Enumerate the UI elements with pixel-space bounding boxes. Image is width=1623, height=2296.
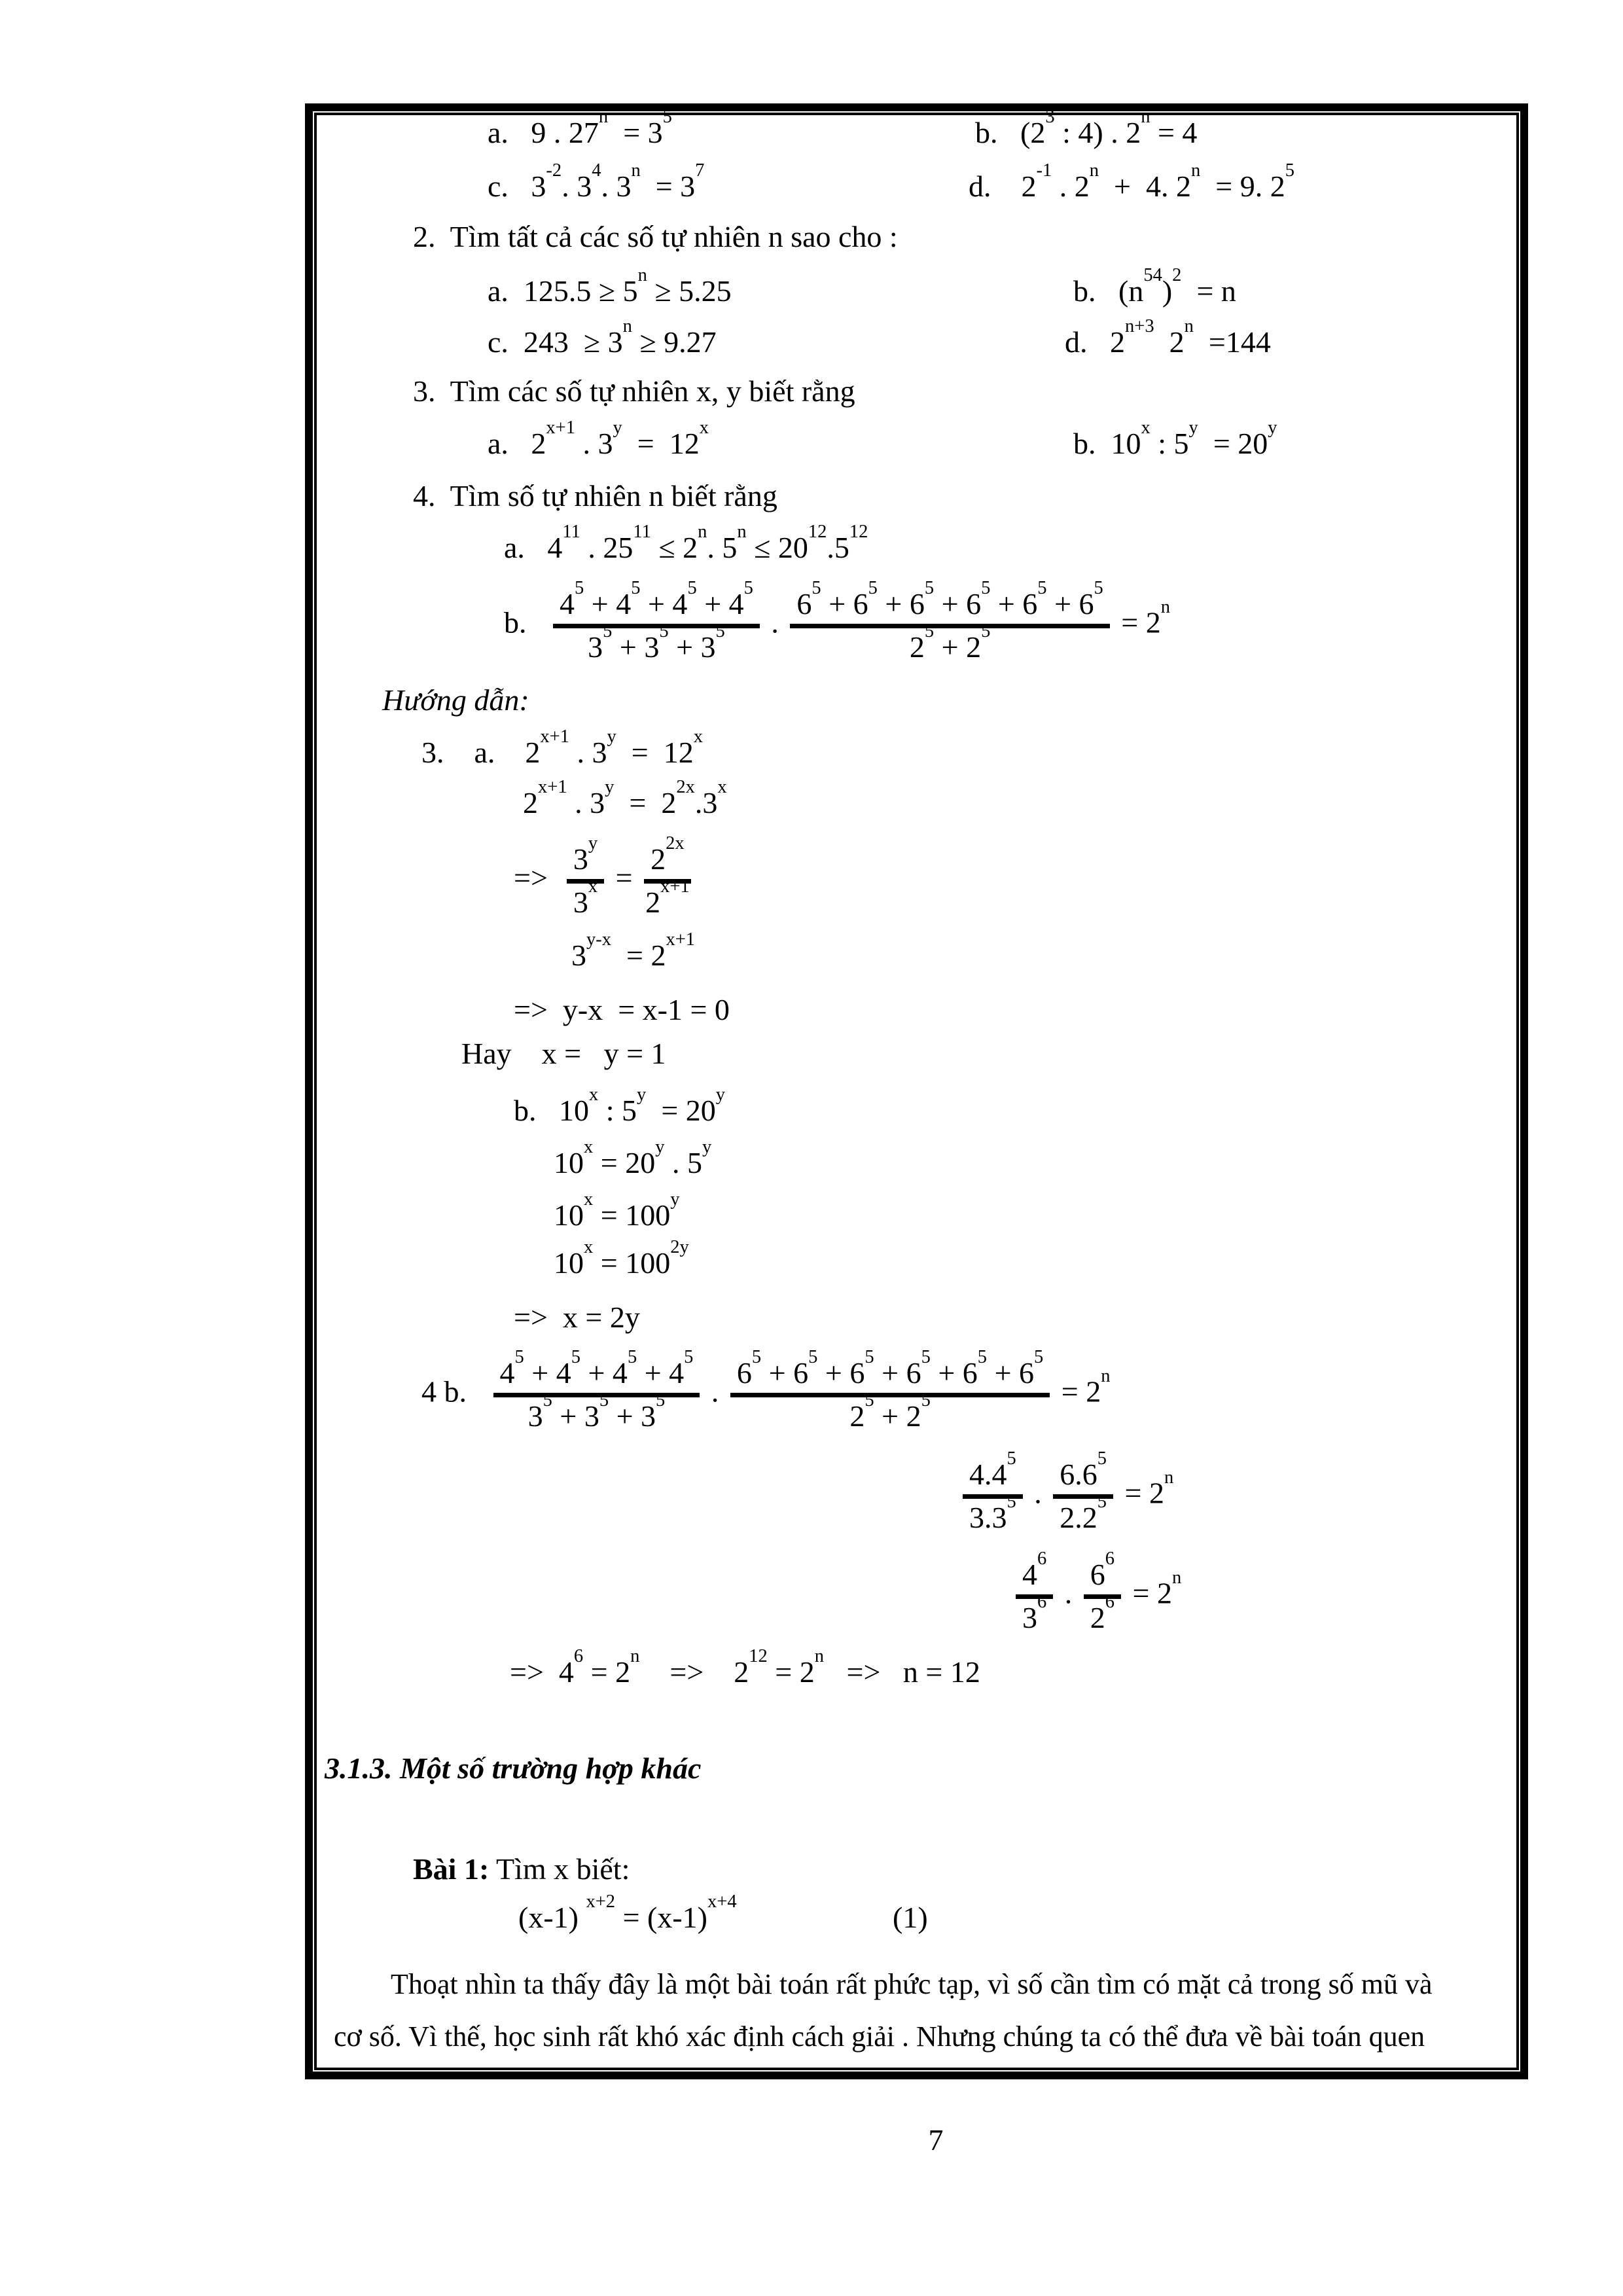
equation-body: (x-1) $^{x+2} = (x-1)^{x+4}$: [518, 1892, 737, 1934]
page-number: 7: [928, 2123, 944, 2157]
problem-3-item-b: b. 10$^x$ : $5^y = 20^y$: [1073, 418, 1277, 460]
exercise-1-equation: [518, 1892, 928, 1937]
solution-3b-conclusion: => x = 2y: [514, 1300, 640, 1334]
problem-1-item-a: a. 9 . $27^n = 3^5$: [488, 107, 672, 149]
solution-3a-step-5: => y-x = x-1 = 0: [514, 993, 730, 1026]
solution-3b-step-4: $10^x = 100^{2y}$: [554, 1237, 689, 1280]
problem-3-title: 3. Tìm các số tự nhiên x, y biết rằng: [413, 374, 855, 408]
section-heading: 3.1.3. Một số trường hợp khác: [325, 1751, 702, 1785]
solution-heading: Hướng dẫn:: [382, 683, 529, 717]
problem-4-title: 4. Tìm số tự nhiên n biết rằng: [413, 479, 777, 512]
exercise-1-title: [413, 1850, 630, 1889]
solution-3b-step-1: b. 10$^x$ : $5^y = 20^y$: [514, 1085, 726, 1127]
exercise-1-title-text: Tìm x biết:: [489, 1852, 630, 1886]
equation-number-tag: (1): [893, 1901, 928, 1934]
solution-4b-conclusion: => $4^6 = 2^n$ => $2^{12} = 2^n => n = 12$: [510, 1646, 980, 1689]
paragraph-line-1: Thoạt nhìn ta thấy đây là một bài toán rất phức tạp, vì số cần tìm có mặt cả trong số mũ và: [391, 1968, 1433, 2000]
problem-2-title: 2. Tìm tất cả các số tự nhiên n sao cho :: [413, 220, 898, 253]
solution-3a-step-1: 3. a. $2^{x+1}$ . 3$^y$ = 12$^x$: [421, 726, 704, 769]
solution-3a-step-3: => $\frac{3^y}{3^x}$ = $\frac{2^{2x}}{2^{x+1}}$: [514, 833, 690, 919]
solution-3b-step-2: $10^x = 20^y$ . 5$^y$: [554, 1137, 712, 1179]
exercise-1-label: Bài 1:: [413, 1852, 490, 1886]
problem-2-item-d: d. $2^{n+3}$ 2$^n$ =144: [1065, 316, 1271, 359]
problem-1-item-d: d. $2^{-1}$ . 2$^n$ + 4. 2$^n$ = 9. $2^5$: [969, 160, 1294, 203]
problem-1-item-b: b. ($2^3$ : 4) . $2^n = 4$: [975, 107, 1198, 149]
solution-4b-step-3: $\frac{4^6}{3^6}$ . $\frac{6^6}{2^6}$ = $2^n$: [1012, 1558, 1181, 1634]
solution-3a-step-2: $2^{x+1}$ . $3^y = 2^{2x}.3^x$: [523, 777, 727, 819]
paragraph-line-2: cơ số. Vì thế, học sinh rất khó xác định cách giải . Nhưng chúng ta có thể đưa về bài toán quen: [334, 2020, 1425, 2053]
solution-3a-conclusion: Hay x = y = 1: [461, 1037, 666, 1070]
problem-2-item-b: b. $(n^{54})^2 = n$: [1073, 265, 1236, 308]
problem-1-item-c: c. $3^{-2}$. $3^4$. $3^n = 3^7$: [488, 160, 705, 203]
solution-4b-step-1: 4 b. $\frac{4^5 + 4^5 + 4^5 + 4^5}{3^5 + 3^5 + 3^5}$ . $\frac{6^5 + 6^5 + 6^5 + 6^5 + 6^5 + 6^5}{2^5 + 2^5}$ = $2^n$: [421, 1347, 1111, 1433]
solution-4b-step-2: $\frac{4.4^5}{3.3^5}$ . $\frac{6.6^5}{2.2^5}$ = $2^n$: [959, 1458, 1173, 1534]
solution-3b-step-3: $10^x = 100^y$: [554, 1189, 680, 1232]
problem-2-item-a: a. $125.5 \ge 5^n \ge 5.25$: [488, 265, 732, 308]
problem-4-item-b: b. $\frac{4^5 + 4^5 + 4^5 + 4^5}{3^5 + 3^5 + 3^5}$ . $\frac{6^5 + 6^5 + 6^5 + 6^5 + 6^5 + 6^5}{2^5 + 2^5}$ = $2^n$: [504, 578, 1170, 664]
solution-3a-step-4: $3^{y-x} = 2^{x+1}$: [571, 929, 696, 972]
problem-3-item-a: a. $2^{x+1}$ . 3$^y$ = 12$^x$: [488, 418, 709, 460]
problem-4-item-a: a. $4^{11}$ . $25^{11} \le 2^n$. $5^n \le 20^{12}.5^{12}$: [504, 522, 868, 564]
problem-2-item-c: c. $243 \ge 3^n \ge 9.27$: [488, 316, 717, 359]
